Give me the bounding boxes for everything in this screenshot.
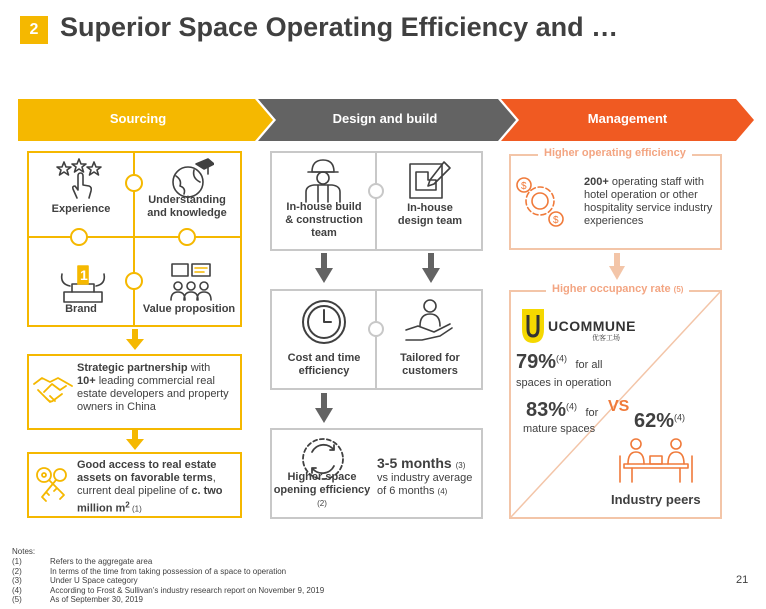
svg-text:$: $ — [521, 181, 527, 192]
operating-staff-text: 200+ operating staff with hotel operation or other hospitality service industry experiences — [584, 176, 713, 227]
hand-person-icon — [404, 296, 454, 344]
meeting-table-icon — [618, 436, 694, 486]
design-chevron-label: Design and build — [332, 111, 438, 126]
clock-icon — [300, 298, 348, 346]
arrow-down-icon — [422, 253, 440, 285]
ucommune-logo-cn: 优客工场 — [592, 335, 620, 342]
construction-worker-icon — [300, 156, 346, 204]
opening-label: Higher space opening efficiency (2) — [273, 471, 371, 508]
inhouse-build-label: In-house build & construction team — [285, 201, 363, 239]
note-item: (3) Under U Space category — [12, 576, 138, 585]
partnership-text: Strategic partnership with 10+ leading commercial real estate developers and property owners in China — [77, 362, 229, 413]
svg-text:1: 1 — [80, 267, 88, 283]
section-badge: 2 — [20, 16, 48, 44]
inhouse-design-label: In-house design team — [397, 202, 463, 227]
note-item: (4) According to Frost & Sullivan’s industry research report on November 9, 2019 — [12, 585, 325, 595]
note-item: (1) Refers to the aggregate area — [12, 557, 153, 566]
handshake-icon — [32, 370, 74, 410]
arrow-down-icon — [315, 393, 333, 425]
access-text: Good access to real estate assets on favorable terms, current deal pipeline of c. two million $m^2$ (1) — [77, 459, 223, 515]
operating-efficiency-title: Higher operating efficiency — [538, 147, 692, 159]
spaces-in-operation-text: spaces in operation — [516, 377, 612, 389]
occupancy-title: Higher occupancy rate (5) — [546, 283, 689, 295]
experience-label: Experience — [51, 203, 111, 215]
note-item: (5) As of September 30, 2019 — [12, 595, 143, 604]
occupancy-79: 79%$^{(4)}$ for all — [516, 351, 603, 373]
note-item: (2) In terms of the time from taking possession of a space to operation — [12, 566, 287, 576]
management-chevron-label: Management — [587, 111, 668, 126]
industry-average-text: vs industry average of 6 months (4) — [377, 472, 473, 497]
value-proposition-label: Value proposition — [142, 303, 236, 315]
gear-dollar-icon — [515, 173, 565, 229]
keys-icon — [32, 463, 74, 505]
occupancy-83: 83%$^{(4)}$ for — [526, 399, 599, 421]
page-title: Superior Space Operating Efficiency and … — [60, 12, 619, 42]
people-presentation-icon — [168, 262, 214, 304]
months-value: 3-5 months (3) — [377, 455, 466, 471]
industry-peers-label: Industry peers — [611, 492, 701, 507]
ucommune-logo-text: UCOMMUNE — [548, 318, 636, 334]
arrow-down-icon — [126, 429, 144, 451]
blueprint-icon — [406, 158, 452, 202]
sourcing-chevron-label: Sourcing — [109, 111, 167, 126]
notes-title: Notes: — [12, 547, 36, 556]
cost-time-label: Cost and time efficiency — [287, 352, 361, 377]
tailored-label: Tailored for customers — [400, 352, 460, 377]
trophy-icon — [58, 264, 108, 304]
brand-label: Brand — [65, 303, 97, 315]
arrow-down-icon — [126, 329, 144, 351]
stars-hand-icon — [55, 158, 103, 200]
svg-text:$: $ — [553, 215, 559, 226]
ucommune-logo-icon — [518, 305, 548, 347]
arrow-down-icon — [315, 253, 333, 285]
understanding-label: Understanding and knowledge — [147, 194, 227, 219]
page-number: 21 — [736, 574, 749, 586]
mature-spaces-text: mature spaces — [523, 423, 596, 435]
occupancy-62: 62%$^{(4)}$ — [634, 410, 686, 432]
notes-list — [12, 557, 412, 605]
arrow-down-icon — [609, 253, 625, 281]
vs-label: VS — [608, 398, 630, 415]
